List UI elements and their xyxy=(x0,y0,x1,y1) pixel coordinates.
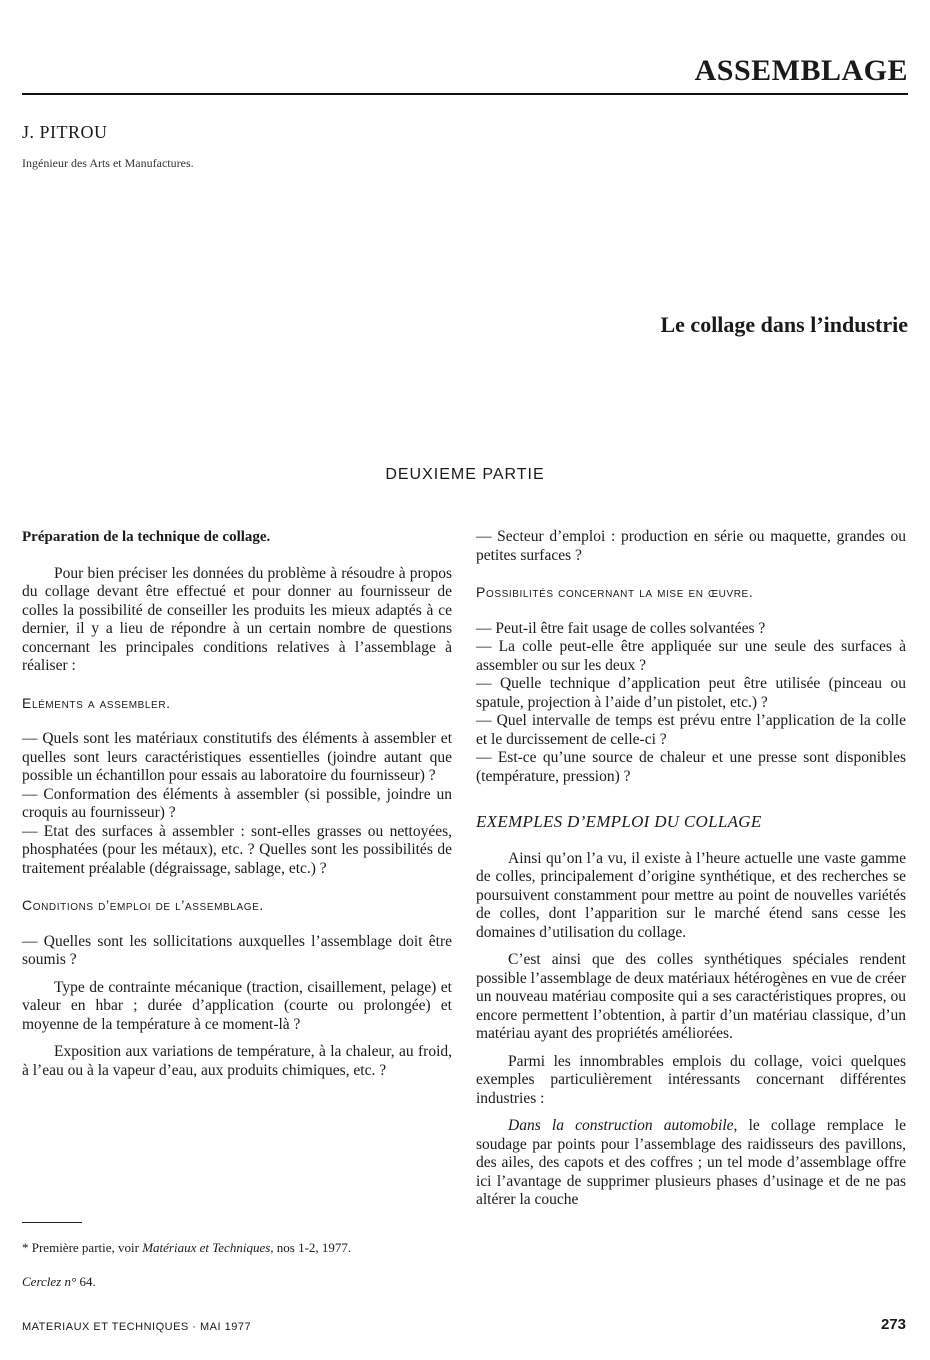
reader-service-note xyxy=(22,1274,96,1290)
page-number: 273 xyxy=(880,1316,906,1333)
subheading-conditions: Conditions d’emploi de l’assemblage. xyxy=(22,897,264,913)
paragraph-emplois: Parmi les innombrables emplois du collage, voici quelques exemples particulièrement intéressants concernant différentes industries : xyxy=(476,1052,906,1107)
heading-exemples: EXEMPLES D’EMPLOI DU COLLAGE xyxy=(476,812,762,831)
question-surfaces: — Etat des surfaces à assembler : sont-elles grasses ou nettoyées, phosphatées (pour les métaux), etc. ? Quelles sont les possibilités de traitement préalable (dégraissage, sablage, etc.) ? xyxy=(22,822,452,877)
paragraph-gamme: Ainsi qu’on l’a vu, il existe à l’heure actuelle une vaste gamme de colles, principalement d’origine synthétique, et des recherches se poursuivent constamment pour mettre au point de nouvelles variétés de colles, dont l’apparition sur le marché étend sans cesse les domaines d’utilisation du collage. xyxy=(476,849,906,941)
question-solvantees: — Peut-il être fait usage de colles solvantées ? xyxy=(476,619,766,637)
subheading-elements: Eléments a assembler. xyxy=(22,694,171,711)
paragraph-intro: Pour bien préciser les données du problème à résoudre à propos du collage devant être effectué et pour donner au fournisseur de colles la possibilité de conseiller les produits les mieux adaptés à ce dernier, il y a lieu de répondre à un certain nombre de questions concernant les principales conditions relatives à l’assemblage à réaliser : xyxy=(22,564,452,674)
question-technique: — Quelle technique d’application peut être utilisée (pinceau ou spatule, projection à l’aide d’un pistolet, etc.) ? xyxy=(476,675,906,711)
paragraph-automobile xyxy=(476,1117,906,1210)
author-affiliation: Ingénieur des Arts et Manufactures. xyxy=(22,156,194,170)
paragraph-composite: C’est ainsi que des colles synthétiques spéciales rendent possible l’assemblage de deux matériaux hétérogènes en vue de créer un nouveau matériau composite qui a ses caractéristiques propres, ou encore permettent l’obtention, à partir d’un matériau classique, d’un matériau ayant des propriétés améliorées. xyxy=(476,951,906,1042)
question-conformation: — Conformation des éléments à assembler (si possible, joindre un croquis au fournisseur) ? xyxy=(22,785,452,821)
heading-preparation: Préparation de la technique de collage. xyxy=(22,529,271,545)
header-rule xyxy=(22,93,908,95)
footnote-suffix: nos 1-2, 1977. xyxy=(273,1240,352,1255)
paragraph-exposition: Exposition aux variations de température, à la chaleur, au froid, à l’eau ou à la vapeur d’eau, aux produits chimiques, etc. ? xyxy=(22,1043,452,1079)
cerclez-number: 64. xyxy=(76,1274,96,1289)
left-column xyxy=(22,528,452,1080)
footnote-journal: Matériaux et Techniques, xyxy=(142,1240,274,1255)
footnote-rule xyxy=(22,1222,82,1223)
question-intervalle: — Quel intervalle de temps est prévu entre l’application de la colle et le durcissement de celle-ci ? xyxy=(476,712,906,748)
question-chaleur: — Est-ce qu’une source de chaleur et une presse sont disponibles (température, pression) ? xyxy=(476,749,906,785)
article-title: Le collage dans l’industrie xyxy=(660,312,908,337)
subheading-possibilites: Possibilités concernant la mise en œuvre. xyxy=(476,584,754,600)
question-surface-unique: — La colle peut-elle être appliquée sur une seule des surfaces à assembler ou sur les deux ? xyxy=(476,638,906,674)
cerclez-label: Cerclez n° xyxy=(22,1274,77,1289)
question-materials: — Quels sont les matériaux constitutifs des éléments à assembler et quelles sont leurs caractéristiques essentielles (joindre autant que possible un échantillon pour essais au laboratoire du fournisseur) ? xyxy=(22,730,452,784)
part-label: DEUXIEME PARTIE xyxy=(385,466,545,483)
journal-footer: MATERIAUX ET TECHNIQUES · MAI 1977 xyxy=(22,1321,252,1333)
automobile-text: le collage remplace le soudage par points pour l’assemblage des raidisseurs des pavillons, des ailes, des capots et des coffres ; un tel mode d’assemblage offre ici l’avantage de supprimer plusieurs phases d’usinage et de ne pas altérer la couche xyxy=(476,1117,906,1208)
question-sollicitations: — Quelles sont les sollicitations auxquelles l’assemblage doit être soumis ? xyxy=(22,932,452,968)
section-title: ASSEMBLAGE xyxy=(694,54,908,87)
automobile-label: Dans la construction automobile, xyxy=(508,1117,738,1134)
question-secteur: — Secteur d’emploi : production en série ou maquette, grandes ou petites surfaces ? xyxy=(476,528,906,564)
author-name: J. PITROU xyxy=(22,122,108,142)
right-column xyxy=(476,528,906,1210)
footnote xyxy=(22,1240,351,1256)
paragraph-contrainte: Type de contrainte mécanique (traction, cisaillement, pelage) et valeur en hbar ; durée d’application (courte ou prolongée) et moyenne de la température à ce moment-là ? xyxy=(22,978,452,1033)
footnote-prefix: * Première partie, voir xyxy=(22,1240,143,1255)
